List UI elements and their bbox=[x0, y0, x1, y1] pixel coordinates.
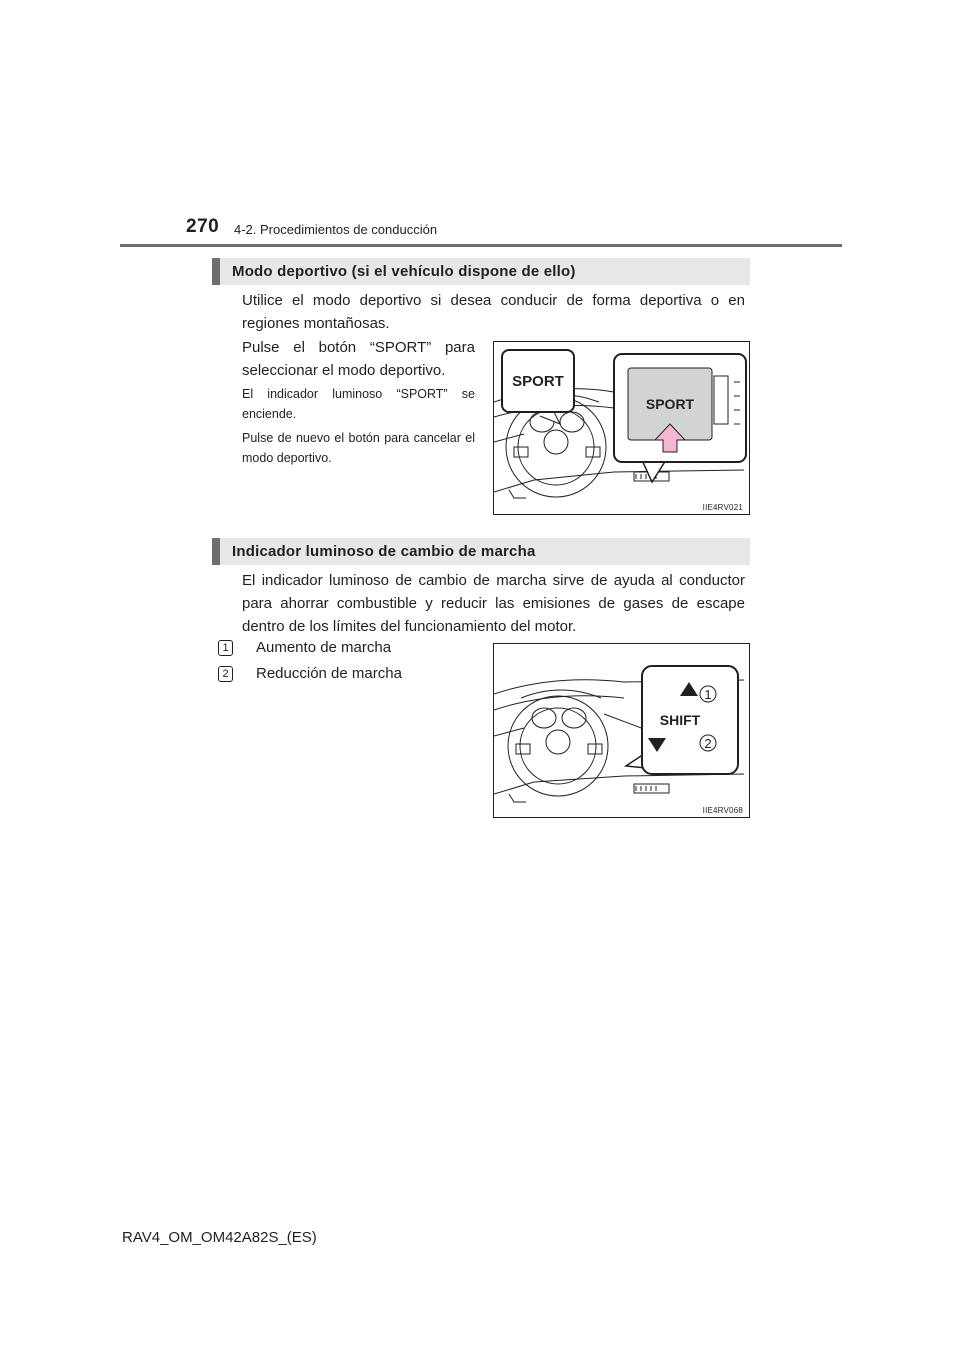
shift-indicator-label: SHIFT bbox=[659, 712, 701, 728]
item-number-2: 2 bbox=[218, 666, 233, 682]
downshift-marker-number: 2 bbox=[704, 736, 712, 751]
sport-callout-label: SPORT bbox=[512, 373, 564, 390]
downshift-label: Reducción de marcha bbox=[256, 665, 402, 682]
document-id: RAV4_OM_OM42A82S_(ES) bbox=[122, 1229, 317, 1246]
dashboard-illustration bbox=[494, 342, 749, 514]
sport-mode-intro: Utilice el modo deportivo si desea conducir de forma deportiva o en regiones montañosas. bbox=[242, 292, 745, 332]
shift-figure-code: IIE4RV068 bbox=[702, 806, 743, 815]
dashboard-illustration bbox=[494, 644, 749, 817]
upshift-marker-number: 1 bbox=[704, 687, 712, 702]
sport-button-figure bbox=[493, 341, 750, 515]
page-number: 270 bbox=[186, 216, 220, 237]
sport-mode-heading-text: Modo deportivo (si el vehículo dispone de ello) bbox=[232, 263, 576, 280]
upshift-label: Aumento de marcha bbox=[256, 639, 392, 656]
sport-mode-note-2: Pulse de nuevo el botón para cancelar el modo deportivo. bbox=[242, 431, 475, 465]
section-breadcrumb: 4-2. Procedimientos de conducción bbox=[234, 222, 438, 237]
shift-indicator-intro: El indicador luminoso de cambio de marcha sirve de ayuda al conductor para ahorrar combustible y reducir las emisiones de gases de escape dentro de los límites del funcionamiento del motor. bbox=[242, 572, 745, 635]
sport-mode-note-1: El indicador luminoso “SPORT” se enciende. bbox=[242, 387, 475, 421]
item-number-1: 1 bbox=[218, 640, 233, 656]
shift-indicator-heading bbox=[212, 538, 750, 565]
shift-indicator-heading-text: Indicador luminoso de cambio de marcha bbox=[232, 543, 536, 560]
shift-indicator-figure bbox=[493, 643, 750, 818]
sport-figure-code: IIE4RV021 bbox=[702, 503, 743, 512]
sport-button-label: SPORT bbox=[645, 396, 695, 412]
header-divider bbox=[120, 244, 842, 247]
sport-mode-instruction: Pulse el botón “SPORT” para seleccionar el modo deportivo. bbox=[242, 339, 475, 379]
sport-mode-heading bbox=[212, 258, 750, 285]
